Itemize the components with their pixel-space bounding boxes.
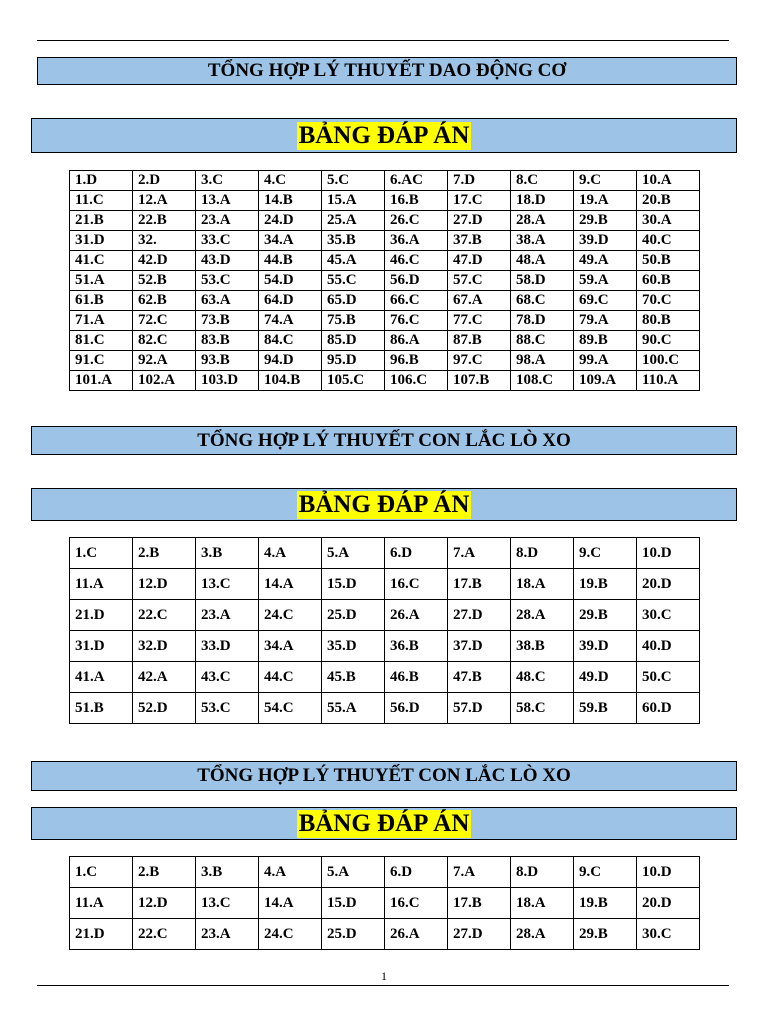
bottom-rule <box>37 985 729 986</box>
answer-cell: 107.B <box>448 371 511 391</box>
answer-cell: 24.C <box>259 919 322 950</box>
answer-cell: 67.A <box>448 291 511 311</box>
answer-cell: 104.B <box>259 371 322 391</box>
answer-cell: 19.B <box>574 888 637 919</box>
answer-cell: 79.A <box>574 311 637 331</box>
answer-cell: 91.C <box>70 351 133 371</box>
answer-cell: 23.A <box>196 600 259 631</box>
answer-cell: 27.D <box>448 600 511 631</box>
answer-cell: 24.D <box>259 211 322 231</box>
table-row <box>70 662 700 693</box>
answer-cell: 64.D <box>259 291 322 311</box>
answer-cell: 6.AC <box>385 171 448 191</box>
section3-answer-banner <box>31 807 737 840</box>
answer-cell: 30.C <box>637 600 700 631</box>
answer-cell: 46.C <box>385 251 448 271</box>
answer-cell: 28.A <box>511 919 574 950</box>
answer-cell: 53.C <box>196 271 259 291</box>
answer-cell: 98.A <box>511 351 574 371</box>
section3-title-banner <box>31 761 737 791</box>
section3-answer-table <box>69 856 700 950</box>
answer-cell: 81.C <box>70 331 133 351</box>
answer-cell: 14.A <box>259 888 322 919</box>
answer-cell: 42.D <box>133 251 196 271</box>
answer-cell: 24.C <box>259 600 322 631</box>
answer-cell: 32.D <box>133 631 196 662</box>
answer-cell: 56.D <box>385 271 448 291</box>
answer-cell: 49.D <box>574 662 637 693</box>
answer-cell: 63.A <box>196 291 259 311</box>
answer-cell: 7.A <box>448 857 511 888</box>
answer-cell: 61.B <box>70 291 133 311</box>
answer-cell: 62.B <box>133 291 196 311</box>
answer-cell: 58.D <box>511 271 574 291</box>
answer-cell: 29.B <box>574 211 637 231</box>
answer-cell: 11.A <box>70 569 133 600</box>
answer-cell: 11.C <box>70 191 133 211</box>
answer-cell: 59.A <box>574 271 637 291</box>
answer-cell: 34.A <box>259 231 322 251</box>
answer-cell: 66.C <box>385 291 448 311</box>
answer-cell: 6.D <box>385 538 448 569</box>
answer-cell: 77.C <box>448 311 511 331</box>
answer-cell: 22.C <box>133 600 196 631</box>
answer-cell: 19.A <box>574 191 637 211</box>
answer-cell: 8.C <box>511 171 574 191</box>
answer-cell: 5.C <box>322 171 385 191</box>
answer-cell: 35.B <box>322 231 385 251</box>
table-row <box>70 171 700 191</box>
answer-cell: 1.D <box>70 171 133 191</box>
table-row <box>70 271 700 291</box>
answer-cell: 89.B <box>574 331 637 351</box>
answer-cell: 94.D <box>259 351 322 371</box>
answer-cell: 17.B <box>448 888 511 919</box>
section1-answer-table <box>69 170 700 391</box>
answer-cell: 16.C <box>385 569 448 600</box>
table-row <box>70 888 700 919</box>
table-row <box>70 211 700 231</box>
section1-title: TỔNG HỢP LÝ THUYẾT DAO ĐỘNG CƠ <box>207 60 567 81</box>
answer-cell: 110.A <box>637 371 700 391</box>
section3-answer-title: BẢNG ĐÁP ÁN <box>298 809 470 837</box>
answer-cell: 13.C <box>196 569 259 600</box>
table-row <box>70 538 700 569</box>
answer-cell: 39.D <box>574 231 637 251</box>
answer-cell: 14.A <box>259 569 322 600</box>
answer-cell: 29.B <box>574 600 637 631</box>
answer-cell: 28.A <box>511 600 574 631</box>
answer-cell: 3.C <box>196 171 259 191</box>
answer-cell: 33.C <box>196 231 259 251</box>
answer-cell: 16.B <box>385 191 448 211</box>
section1-answer-title: BẢNG ĐÁP ÁN <box>298 121 470 149</box>
table-row <box>70 371 700 391</box>
answer-cell: 10.D <box>637 857 700 888</box>
answer-cell: 3.B <box>196 857 259 888</box>
answer-cell: 30.C <box>637 919 700 950</box>
answer-cell: 88.C <box>511 331 574 351</box>
answer-cell: 18.A <box>511 569 574 600</box>
answer-cell: 92.A <box>133 351 196 371</box>
answer-cell: 43.D <box>196 251 259 271</box>
answer-cell: 37.B <box>448 231 511 251</box>
answer-cell: 84.C <box>259 331 322 351</box>
answer-cell: 2.B <box>133 538 196 569</box>
answer-cell: 60.B <box>637 271 700 291</box>
answer-cell: 68.C <box>511 291 574 311</box>
answer-cell: 36.A <box>385 231 448 251</box>
answer-cell: 21.B <box>70 211 133 231</box>
answer-cell: 90.C <box>637 331 700 351</box>
answer-cell: 29.B <box>574 919 637 950</box>
answer-cell: 69.C <box>574 291 637 311</box>
answer-cell: 42.A <box>133 662 196 693</box>
answer-cell: 17.B <box>448 569 511 600</box>
table-row <box>70 251 700 271</box>
answer-cell: 21.D <box>70 600 133 631</box>
answer-cell: 100.C <box>637 351 700 371</box>
answer-cell: 53.C <box>196 693 259 724</box>
answer-cell: 109.A <box>574 371 637 391</box>
answer-cell: 57.C <box>448 271 511 291</box>
answer-cell: 30.A <box>637 211 700 231</box>
answer-cell: 22.C <box>133 919 196 950</box>
answer-cell: 80.B <box>637 311 700 331</box>
answer-cell: 96.B <box>385 351 448 371</box>
answer-cell: 51.B <box>70 693 133 724</box>
answer-cell: 70.C <box>637 291 700 311</box>
table-row <box>70 857 700 888</box>
answer-cell: 28.A <box>511 211 574 231</box>
answer-cell: 1.C <box>70 538 133 569</box>
answer-cell: 71.A <box>70 311 133 331</box>
answer-cell: 54.C <box>259 693 322 724</box>
answer-cell: 52.B <box>133 271 196 291</box>
answer-cell: 6.D <box>385 857 448 888</box>
answer-cell: 9.C <box>574 171 637 191</box>
answer-cell: 7.D <box>448 171 511 191</box>
table-row <box>70 600 700 631</box>
answer-cell: 2.D <box>133 171 196 191</box>
answer-cell: 74.A <box>259 311 322 331</box>
answer-cell: 26.A <box>385 919 448 950</box>
answer-cell: 83.B <box>196 331 259 351</box>
answer-cell: 51.A <box>70 271 133 291</box>
answer-cell: 44.B <box>259 251 322 271</box>
table-row <box>70 311 700 331</box>
answer-cell: 25.D <box>322 919 385 950</box>
section2-answer-table <box>69 537 700 724</box>
answer-cell: 106.C <box>385 371 448 391</box>
answer-cell: 36.B <box>385 631 448 662</box>
table-row <box>70 191 700 211</box>
answer-cell: 15.D <box>322 888 385 919</box>
answer-cell: 108.C <box>511 371 574 391</box>
answer-cell: 52.D <box>133 693 196 724</box>
answer-cell: 25.D <box>322 600 385 631</box>
answer-cell: 10.D <box>637 538 700 569</box>
answer-cell: 45.B <box>322 662 385 693</box>
answer-cell: 31.D <box>70 631 133 662</box>
answer-cell: 19.B <box>574 569 637 600</box>
answer-cell: 34.A <box>259 631 322 662</box>
table-row <box>70 631 700 662</box>
answer-cell: 48.C <box>511 662 574 693</box>
page-number: 1 <box>381 969 387 983</box>
section2-answer-title: BẢNG ĐÁP ÁN <box>298 490 470 518</box>
answer-cell: 11.A <box>70 888 133 919</box>
answer-cell: 95.D <box>322 351 385 371</box>
answer-cell: 50.B <box>637 251 700 271</box>
answer-cell: 38.A <box>511 231 574 251</box>
answer-cell: 20.D <box>637 888 700 919</box>
answer-cell: 20.B <box>637 191 700 211</box>
answer-cell: 103.D <box>196 371 259 391</box>
answer-cell: 46.B <box>385 662 448 693</box>
answer-cell: 3.B <box>196 538 259 569</box>
answer-cell: 18.A <box>511 888 574 919</box>
answer-cell: 16.C <box>385 888 448 919</box>
answer-cell: 59.B <box>574 693 637 724</box>
answer-cell: 4.C <box>259 171 322 191</box>
answer-cell: 35.D <box>322 631 385 662</box>
section1-answer-banner <box>31 118 737 153</box>
answer-cell: 73.B <box>196 311 259 331</box>
answer-cell: 9.C <box>574 538 637 569</box>
answer-cell: 55.C <box>322 271 385 291</box>
answer-cell: 14.B <box>259 191 322 211</box>
answer-cell: 27.D <box>448 211 511 231</box>
table-row <box>70 331 700 351</box>
answer-cell: 13.A <box>196 191 259 211</box>
answer-cell: 10.A <box>637 171 700 191</box>
answer-cell: 15.A <box>322 191 385 211</box>
answer-cell: 45.A <box>322 251 385 271</box>
section2-answer-banner <box>31 488 737 521</box>
answer-cell: 82.C <box>133 331 196 351</box>
answer-cell: 40.C <box>637 231 700 251</box>
answer-cell: 26.C <box>385 211 448 231</box>
answer-cell: 105.C <box>322 371 385 391</box>
answer-cell: 4.A <box>259 857 322 888</box>
answer-cell: 54.D <box>259 271 322 291</box>
answer-cell: 22.B <box>133 211 196 231</box>
answer-cell: 40.D <box>637 631 700 662</box>
answer-cell: 102.A <box>133 371 196 391</box>
answer-cell: 86.A <box>385 331 448 351</box>
answer-cell: 44.C <box>259 662 322 693</box>
answer-cell: 25.A <box>322 211 385 231</box>
answer-cell: 50.C <box>637 662 700 693</box>
answer-cell: 49.A <box>574 251 637 271</box>
answer-cell: 5.A <box>322 857 385 888</box>
table-row <box>70 351 700 371</box>
answer-cell: 8.D <box>511 538 574 569</box>
answer-cell: 65.D <box>322 291 385 311</box>
answer-cell: 27.D <box>448 919 511 950</box>
answer-cell: 55.A <box>322 693 385 724</box>
section1-title-banner <box>37 57 737 85</box>
table-row <box>70 569 700 600</box>
table-row <box>70 231 700 251</box>
answer-cell: 58.C <box>511 693 574 724</box>
answer-cell: 60.D <box>637 693 700 724</box>
answer-cell: 76.C <box>385 311 448 331</box>
answer-cell: 23.A <box>196 211 259 231</box>
answer-cell: 2.B <box>133 857 196 888</box>
answer-cell: 12.D <box>133 569 196 600</box>
answer-cell: 12.D <box>133 888 196 919</box>
answer-cell: 33.D <box>196 631 259 662</box>
answer-cell: 85.D <box>322 331 385 351</box>
answer-cell: 101.A <box>70 371 133 391</box>
answer-cell: 41.C <box>70 251 133 271</box>
table-row <box>70 919 700 950</box>
answer-cell: 57.D <box>448 693 511 724</box>
answer-cell: 56.D <box>385 693 448 724</box>
answer-cell: 41.A <box>70 662 133 693</box>
answer-cell: 13.C <box>196 888 259 919</box>
answer-cell: 23.A <box>196 919 259 950</box>
answer-cell: 26.A <box>385 600 448 631</box>
section2-title: TỔNG HỢP LÝ THUYẾT CON LẮC LÒ XO <box>197 429 571 451</box>
answer-cell: 9.C <box>574 857 637 888</box>
answer-cell: 47.B <box>448 662 511 693</box>
answer-cell: 7.A <box>448 538 511 569</box>
answer-cell: 38.B <box>511 631 574 662</box>
answer-cell: 21.D <box>70 919 133 950</box>
answer-cell: 72.C <box>133 311 196 331</box>
answer-cell: 78.D <box>511 311 574 331</box>
answer-cell: 43.C <box>196 662 259 693</box>
table-row <box>70 291 700 311</box>
answer-cell: 32. <box>133 231 196 251</box>
answer-cell: 48.A <box>511 251 574 271</box>
answer-cell: 99.A <box>574 351 637 371</box>
answer-cell: 93.B <box>196 351 259 371</box>
answer-cell: 31.D <box>70 231 133 251</box>
answer-cell: 20.D <box>637 569 700 600</box>
answer-cell: 39.D <box>574 631 637 662</box>
answer-cell: 75.B <box>322 311 385 331</box>
answer-cell: 97.C <box>448 351 511 371</box>
answer-cell: 17.C <box>448 191 511 211</box>
section2-title-banner <box>31 426 737 455</box>
answer-cell: 37.D <box>448 631 511 662</box>
answer-cell: 5.A <box>322 538 385 569</box>
answer-cell: 18.D <box>511 191 574 211</box>
top-rule <box>37 40 729 41</box>
table-row <box>70 693 700 724</box>
answer-cell: 12.A <box>133 191 196 211</box>
answer-cell: 1.C <box>70 857 133 888</box>
answer-cell: 8.D <box>511 857 574 888</box>
answer-cell: 4.A <box>259 538 322 569</box>
answer-cell: 47.D <box>448 251 511 271</box>
answer-cell: 15.D <box>322 569 385 600</box>
section3-title: TỔNG HỢP LÝ THUYẾT CON LẮC LÒ XO <box>197 765 571 786</box>
answer-cell: 87.B <box>448 331 511 351</box>
